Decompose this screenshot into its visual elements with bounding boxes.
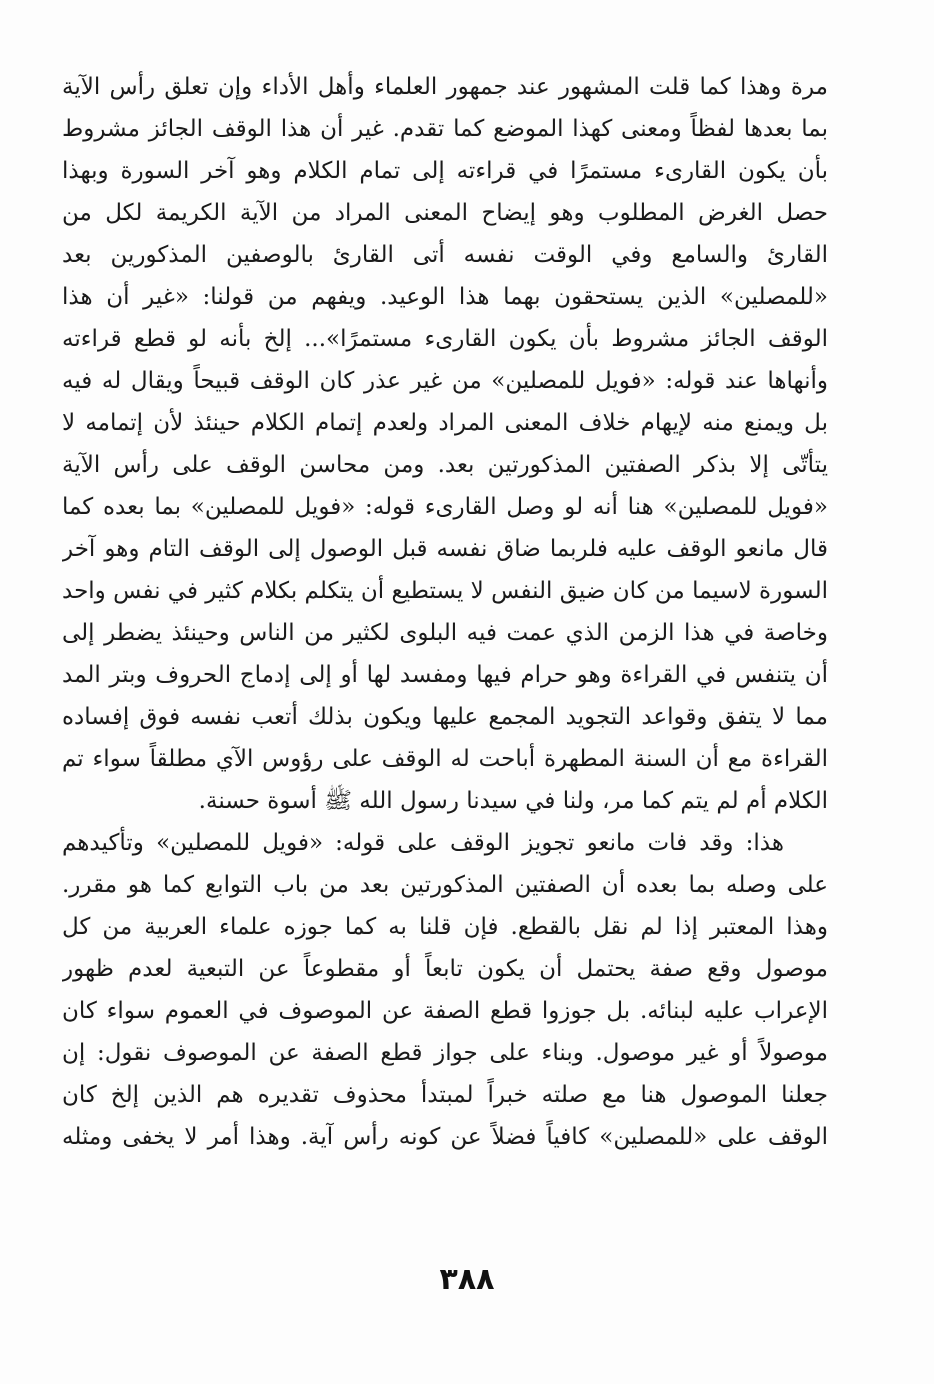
text-line: مما لا يتفق وقواعد التجويد المجمع عليها ويكون بذلك أتعب نفسه فوق إفساده <box>62 704 828 730</box>
text-line: وهذا المعتبر إذا لم نقل بالقطع. فإن قلنا به كما جوزه علماء العربية من كل <box>62 914 828 940</box>
text-line: الإعراب عليه لبنائه. بل جوزوا قطع الصفة عن الموصوف في العموم سواء كان <box>62 998 828 1024</box>
text-line: حصل الغرض المطلوب وهو إيضاح المعنى المراد من الآية الكريمة لكل من <box>62 200 828 226</box>
text-line: موصولاً أو غير موصول. وبناء على جواز قطع الصفة عن الموصوف نقول: إن <box>62 1040 828 1066</box>
text-line: بل ويمنع منه لإيهام خلاف المعنى المراد ولعدم إتمام الكلام حينئذ لأن إتمامه لا <box>62 410 828 436</box>
text-line: القراءة مع أن السنة المطهرة أباحت له الوقف على رؤوس الآي مطلقاً سواء تم <box>62 746 828 772</box>
text-line: «فويل للمصلين» هنا أنه لو وصل القارىء قوله: «فويل للمصلين» بما بعده كما <box>62 494 828 520</box>
text-line: على وصله بما بعده أن الصفتين المذكورتين بعد من باب التوابع كما هو مقرر. <box>62 872 828 898</box>
text-line: مرة وهذا كما قلت المشهور عند جمهور العلماء وأهل الأداء وإن تعلق رأس الآية <box>62 74 828 100</box>
text-line: القارئ والسامع وفي الوقت نفسه أتى القارئ بالوصفين المذكورين بعد <box>62 242 828 268</box>
text-line: يتأتّى إلا بذكر الصفتين المذكورتين بعد. ومن محاسن الوقف على رأس الآية <box>62 452 828 478</box>
text-line: الوقف على «للمصلين» كافياً فضلاً عن كونه رأس آية. وهذا أمر لا يخفى ومثله <box>62 1124 828 1150</box>
text-line: وأنهاها عند قوله: «فويل للمصلين» من غير عذر كان الوقف قبيحاً ويقال له فيه <box>62 368 828 394</box>
text-line: موصول وقع صفة يحتمل أن يكون تابعاً أو مقطوعاً عن التبعية لعدم ظهور <box>62 956 828 982</box>
text-line: قال مانعو الوقف عليه فلربما ضاق نفسه قبل الوصول إلى الوقف التام وهو آخر <box>62 536 828 562</box>
body-text <box>62 66 828 1158</box>
text-line: هذا: وقد فات مانعو تجويز الوقف على قوله: «فويل للمصلين» وتأكيدهم <box>62 830 784 856</box>
page-number: ٣٨٨ <box>439 1262 495 1297</box>
text-line: بأن يكون القارىء مستمرًا في قراءته إلى تمام الكلام وهو آخر السورة وبهذا <box>62 158 828 184</box>
text-line: أن يتنفس في القراءة وهو حرام فيها ومفسد لها أو إلى إدماج الحروف وبتر المد <box>62 662 828 688</box>
text-line: الوقف الجائز مشروط بأن يكون القارىء مستمرًا»... إلخ بأنه لو قطع قراءته <box>62 326 828 352</box>
paragraph-1 <box>62 66 828 822</box>
text-line: بما بعدها لفظاً ومعنى كهذا الموضع كما تقدم. غير أن هذا الوقف الجائز مشروط <box>62 116 828 142</box>
text-line: وخاصة في هذا الزمن الذي عمت فيه البلوى لكثير من الناس وحينئذ يضطر إلى <box>62 620 828 646</box>
text-line: جعلنا الموصول هنا مع صلته خبراً لمبتدأ محذوف تقديره هم الذين إلخ كان <box>62 1082 828 1108</box>
text-line: «للمصلين» الذين يستحقون بهما هذا الوعيد. ويفهم من قولنا: «غير أن هذا <box>62 284 828 310</box>
text-line: الكلام أم لم يتم كما مر، ولنا في سيدنا رسول الله ﷺ أسوة حسنة. <box>198 788 828 814</box>
text-line: السورة لاسيما من كان ضيق النفس لا يستطيع أن يتكلم بكلام كثير في نفس واحد <box>62 578 828 604</box>
paragraph-2 <box>62 822 828 1158</box>
